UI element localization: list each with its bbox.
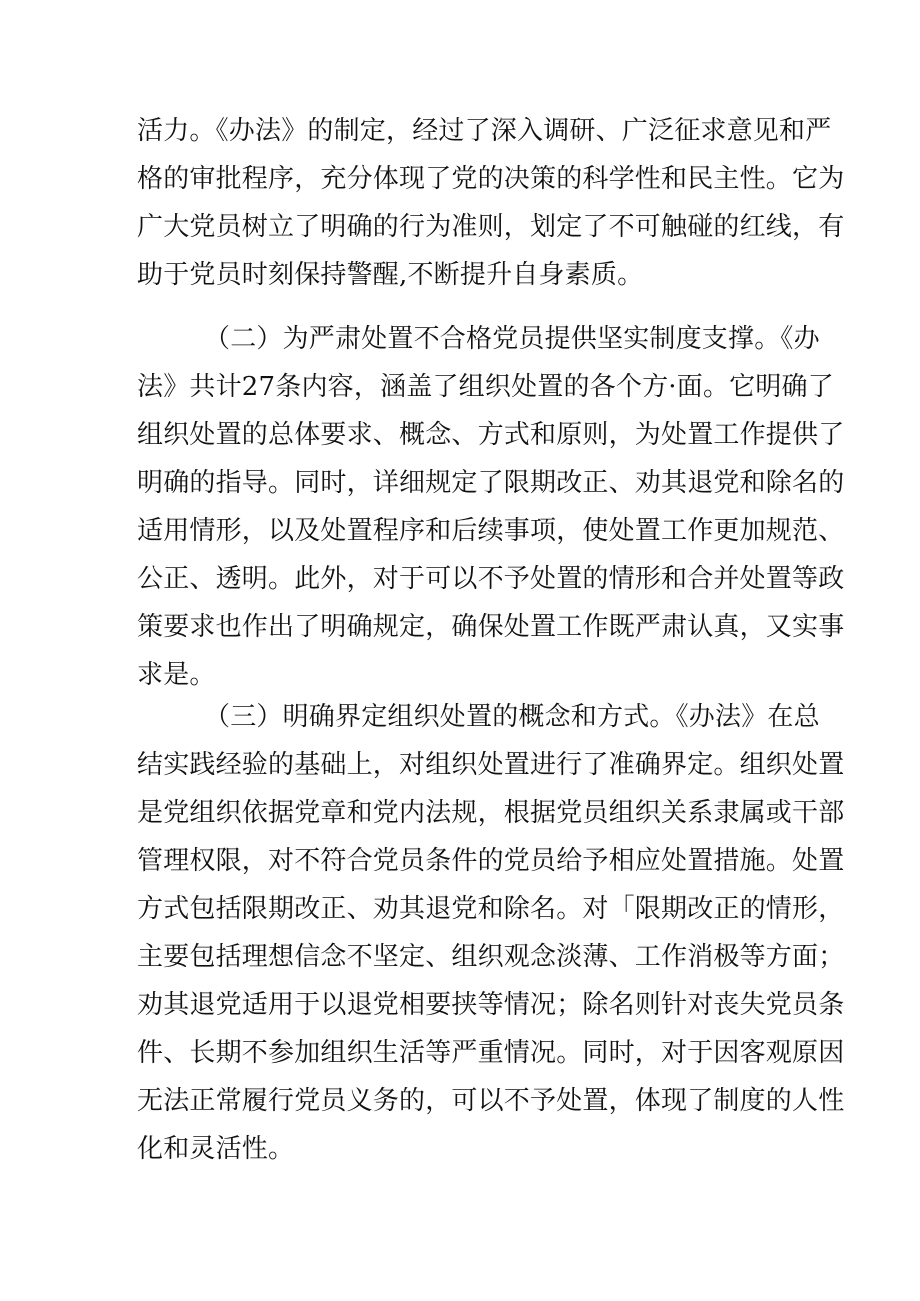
text-line: 格的审批程序，充分体现了党的决策的科学性和民主性。它为 <box>137 164 845 194</box>
text-line: 管理权限，对不符合党员条件的党员给予相应处置措施。处置 <box>137 846 845 876</box>
text-line: 是党组织依据党章和党内法规，根据党员组织关系隶属或干部 <box>137 798 845 828</box>
paragraph-continuation <box>137 107 844 299</box>
text-line: 主要包括理想信念不坚定、组织观念淡薄、工作消极等方面； <box>137 942 845 972</box>
text-line: 求是。 <box>137 660 216 690</box>
paragraph-section-2 <box>137 315 844 699</box>
paragraph-section-3 <box>137 693 844 1173</box>
section-heading-line: （二）为严肃处置不合格党员提供坚实制度支撑。《办 <box>204 324 820 354</box>
text-line: 化和灵活性。 <box>137 1134 295 1164</box>
text-line: 法》共计27条内容，涵盖了组织处置的各个方·面。它明确了 <box>137 372 834 402</box>
text-line: 策要求也作出了明确规定，确保处置工作既严肃认真，又实事 <box>137 612 845 642</box>
text-line: 劝其退党适用于以退党相要挟等情况；除名则针对丧失党员条 <box>137 990 845 1020</box>
text-line: 活力。《办法》的制定，经过了深入调研、广泛征求意见和严 <box>137 116 832 146</box>
text-line: 无法正常履行党员义务的，可以不予处置，体现了制度的人性 <box>137 1086 845 1116</box>
section-heading-line: （三）明确界定组织处置的概念和方式。《办法》在总 <box>204 702 820 732</box>
text-line: 公正、透明。此外，对于可以不予处置的情形和合并处置等政 <box>137 564 845 594</box>
text-line: 结实践经验的基础上，对组织处置进行了准确界定。组织处置 <box>137 750 845 780</box>
text-line: 方式包括限期改正、劝其退党和除名。对「限期改正的情形， <box>137 894 845 924</box>
text-line: 明确的指导。同时，详细规定了限期改正、劝其退党和除名的 <box>137 468 845 498</box>
text-line: 适用情形，以及处置程序和后续事项，使处置工作更加规范、 <box>137 516 845 546</box>
text-line: 助于党员时刻保持警醒,不断提升自身素质。 <box>137 260 644 290</box>
text-line: 组织处置的总体要求、概念、方式和原则，为处置工作提供了 <box>137 420 845 450</box>
text-line: 件、长期不参加组织生活等严重情况。同时，对于因客观原因 <box>137 1038 845 1068</box>
text-line: 广大党员树立了明确的行为准则，划定了不可触碰的红线，有 <box>137 212 845 242</box>
